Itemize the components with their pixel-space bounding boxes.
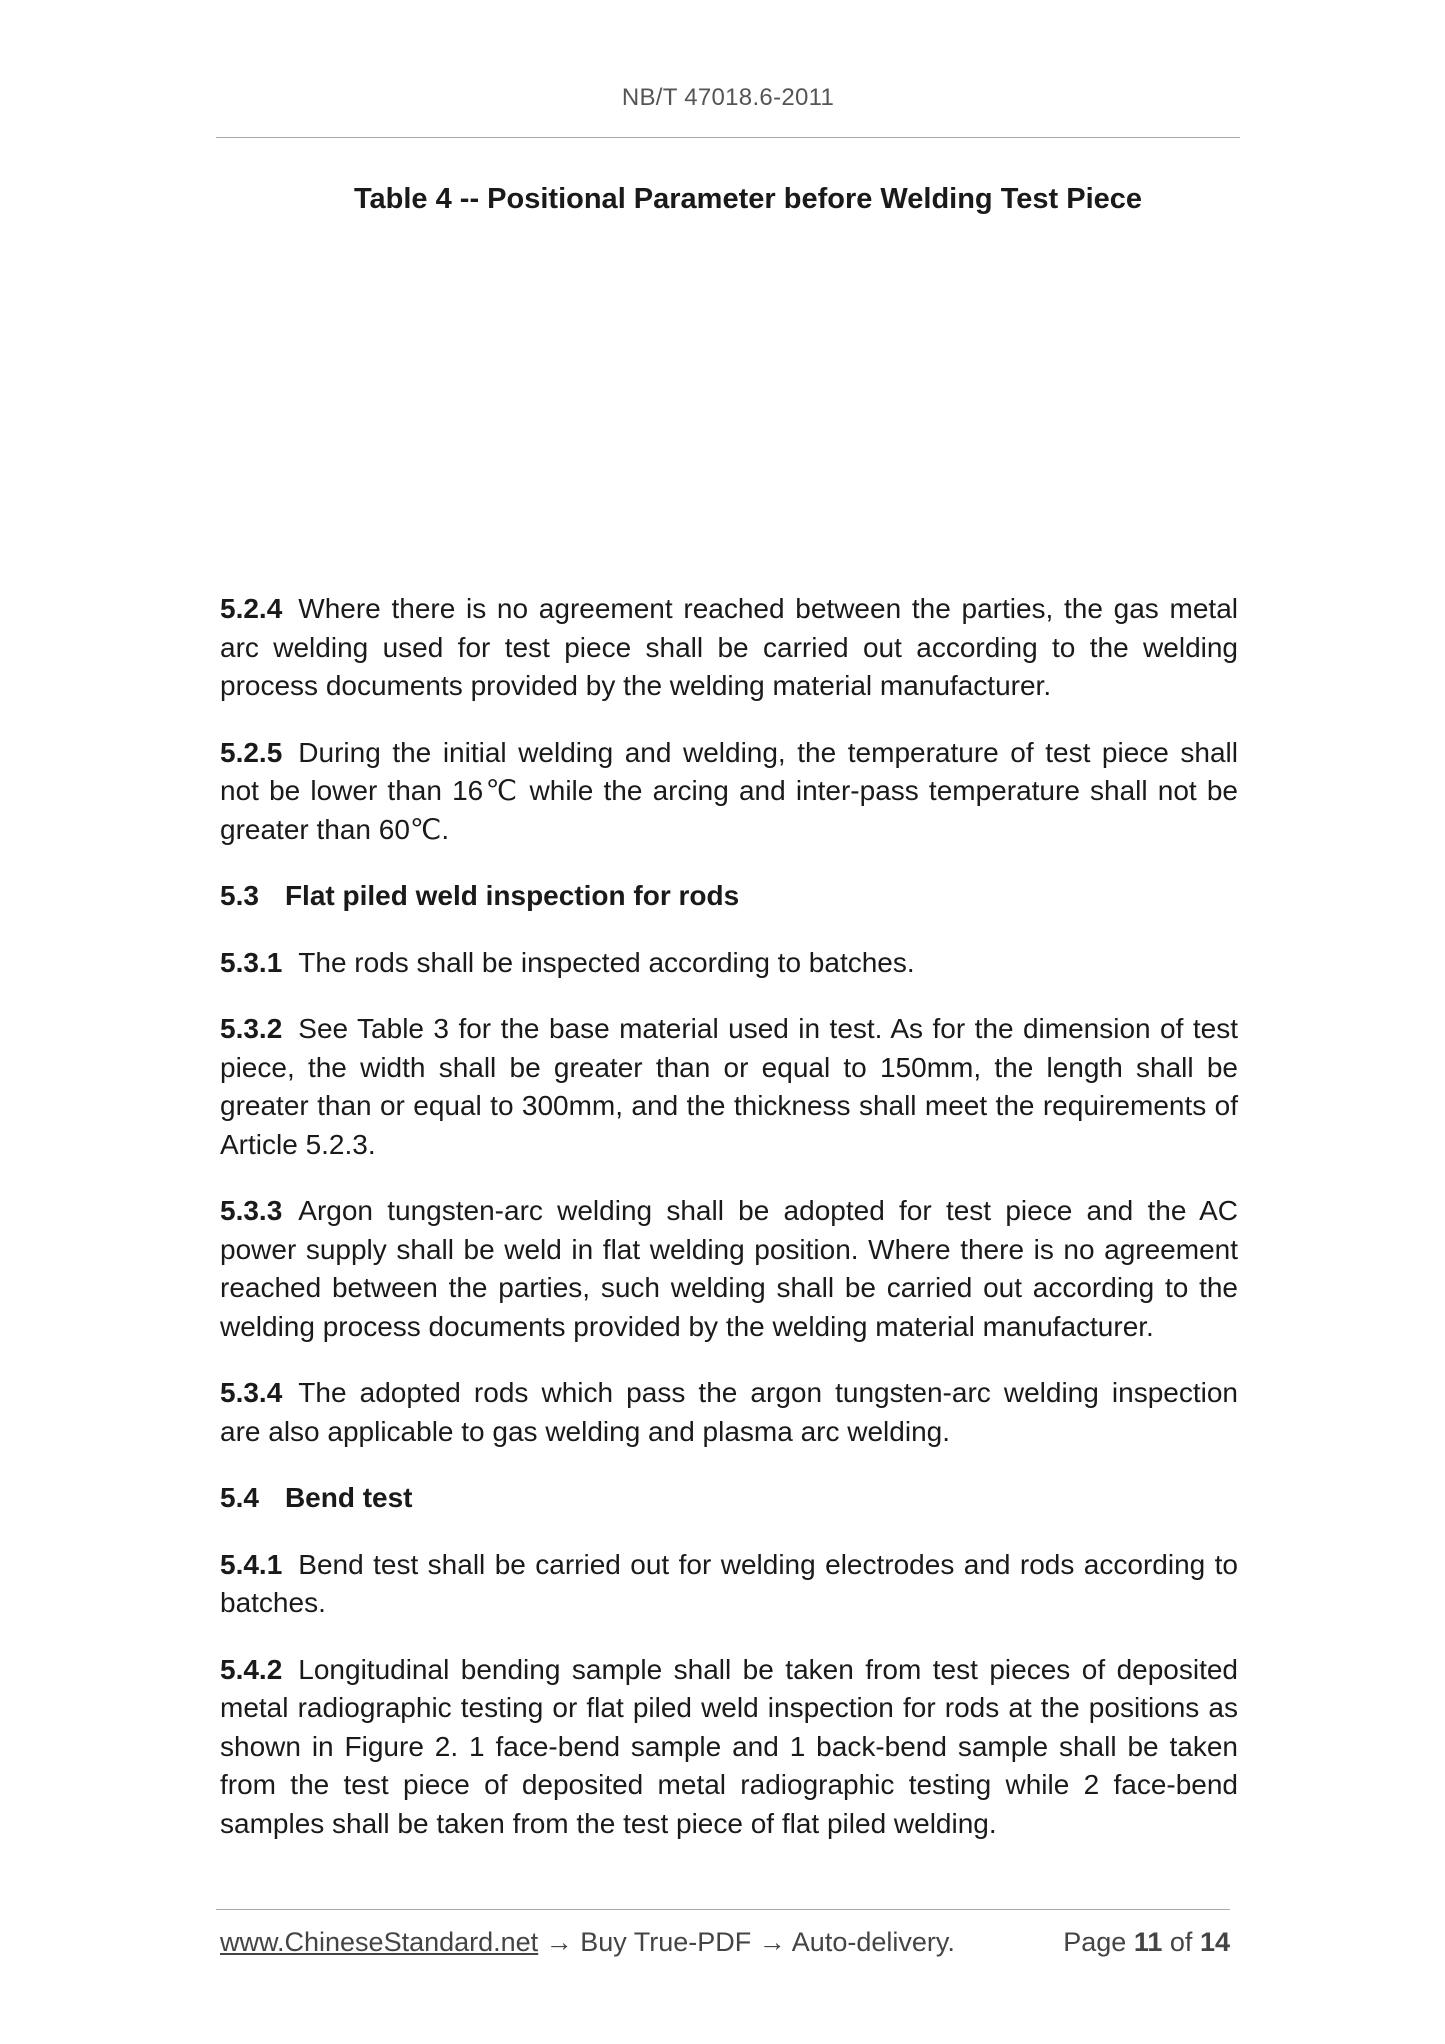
clause-text: Longitudinal bending sample shall be taken from test pieces of deposited metal radiographic testing or flat piled weld inspection for rods at the positions as shown in Figure 2. 1 face-bend sample and 1 back-bend sample shall be taken from the test piece of deposited metal radiographic testing while 2 face-bend samples shall be taken from the test piece of flat piled welding. bbox=[220, 1653, 1238, 1839]
clause-number: 5.4.2 bbox=[220, 1653, 283, 1685]
clause-5-2-4 bbox=[220, 590, 1238, 706]
page-current: 11 bbox=[1133, 1927, 1163, 1957]
page-number bbox=[1063, 1927, 1230, 1958]
clause-5-3-2 bbox=[220, 1010, 1238, 1164]
page-label: Page bbox=[1063, 1927, 1127, 1957]
arrow-right-icon: → bbox=[545, 1927, 573, 1957]
clause-5-3-4 bbox=[220, 1374, 1238, 1451]
section-title: Bend test bbox=[284, 1482, 413, 1513]
clause-text: Where there is no agreement reached between the parties, the gas metal arc welding used for test piece shall be carried out according to the welding process documents provided by the welding material manufacturer. bbox=[220, 593, 1238, 701]
clause-number: 5.2.4 bbox=[220, 593, 283, 624]
auto-delivery-text: Auto-delivery. bbox=[791, 1927, 955, 1957]
buy-pdf-text: Buy True-PDF bbox=[580, 1927, 752, 1957]
section-title: Flat piled weld inspection for rods bbox=[284, 880, 740, 911]
clause-number: 5.3.3 bbox=[220, 1195, 283, 1226]
document-id: NB/T 47018.6-2011 bbox=[621, 84, 835, 111]
header-divider bbox=[216, 137, 1240, 138]
clause-number: 5.4.1 bbox=[220, 1548, 283, 1580]
clause-5-2-5 bbox=[220, 734, 1238, 850]
clause-5-4-1 bbox=[220, 1546, 1238, 1623]
section-heading-5-3 bbox=[220, 877, 1238, 916]
clause-text: During the initial welding and welding, the temperature of test piece shall not be lower than 16℃ while the arcing and inter-pass temperature shall not be greater than 60℃. bbox=[220, 736, 1238, 845]
clause-text: Bend test shall be carried out for welding electrodes and rods according to batches. bbox=[220, 1548, 1238, 1618]
document-body bbox=[220, 590, 1238, 1871]
clause-number: 5.3.4 bbox=[220, 1377, 283, 1408]
section-number: 5.3 bbox=[220, 880, 259, 911]
clause-number: 5.3.2 bbox=[220, 1013, 283, 1044]
page-footer bbox=[220, 1927, 1230, 1965]
clause-number: 5.2.5 bbox=[220, 736, 283, 768]
clause-5-4-2 bbox=[220, 1651, 1238, 1844]
footer-divider bbox=[216, 1909, 1230, 1910]
clause-text: The rods shall be inspected according to batches. bbox=[298, 946, 915, 978]
table-title: Table 4 -- Positional Parameter before Welding Test Piece bbox=[353, 183, 1143, 215]
section-heading-5-4 bbox=[220, 1479, 1238, 1518]
clause-5-3-1 bbox=[220, 944, 1238, 983]
footer-promo bbox=[220, 1927, 955, 1958]
of-label: of bbox=[1169, 1927, 1193, 1957]
clause-text: The adopted rods which pass the argon tungsten-arc welding inspection are also applicable to gas welding and plasma arc welding. bbox=[220, 1377, 1238, 1447]
clause-text: See Table 3 for the base material used in test. As for the dimension of test piece, the width shall be greater than or equal to 150mm, the length shall be greater than or equal to 300mm, and the thickness shall meet the requirements of Article 5.2.3. bbox=[220, 1013, 1238, 1160]
clause-number: 5.3.1 bbox=[220, 946, 283, 978]
arrow-right-icon: → bbox=[758, 1927, 786, 1957]
document-header bbox=[216, 84, 1240, 112]
section-number: 5.4 bbox=[220, 1482, 259, 1513]
clause-5-3-3 bbox=[220, 1192, 1238, 1346]
clause-text: Argon tungsten-arc welding shall be adopted for test piece and the AC power supply shall be weld in flat welding position. Where there is no agreement reached between the parties, such welding shall be carried out according to the welding process documents provided by the welding material manufacturer. bbox=[220, 1195, 1238, 1342]
website-link[interactable]: www.ChineseStandard.net bbox=[220, 1927, 539, 1957]
page-total: 14 bbox=[1199, 1927, 1230, 1957]
